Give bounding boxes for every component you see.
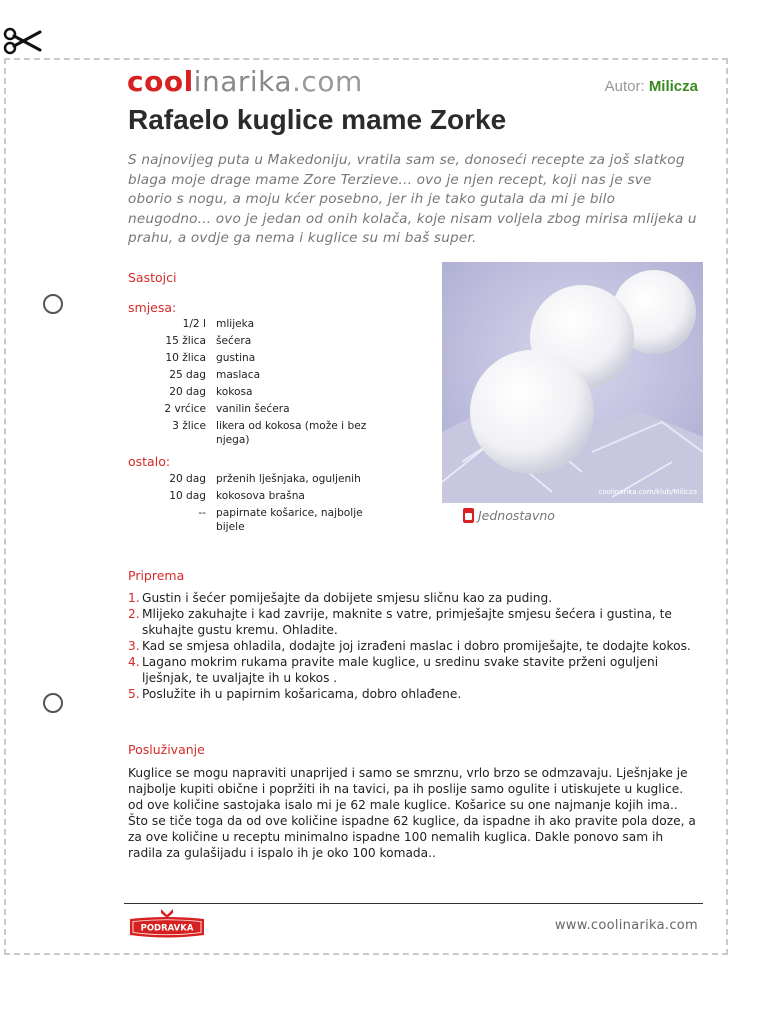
step-item [128,638,698,654]
scissors-icon [2,24,42,58]
coolinarika-logo[interactable]: coolinarika.com [127,65,363,98]
ingredient-name: gustina [216,352,256,364]
ingredient-row [128,317,388,331]
ingredient-qty: 15 žlica [165,335,206,347]
brand-name: PODRAVKA [140,923,194,934]
podravka-logo[interactable] [127,907,207,941]
difficulty-label: Jednostavno [478,508,555,523]
step-item [128,590,698,606]
ingredient-qty: 10 žlica [165,352,206,364]
ingredient-name: maslaca [216,369,261,381]
ingredient-name: kokosa [216,386,253,398]
footer-divider [124,903,703,904]
ingredient-name: likera od kokosa (može i bez njega) [216,420,367,446]
author-name[interactable]: Milicza [648,78,698,95]
ingredient-name: prženih lješnjaka, oguljenih [216,473,361,485]
ingredient-qty: 2 vrćice [164,403,206,415]
ingredient-row [128,351,388,365]
ingredient-qty: 1/2 l [182,318,206,330]
punch-hole-icon [43,693,63,713]
ingredients-heading: Sastojci [128,270,177,285]
ingredient-name: vanilin šećera [216,403,290,415]
ingredient-group-title: smjesa: [128,300,177,315]
preparation-steps [128,590,698,702]
punch-hole-icon [43,294,63,314]
ingredient-row [128,368,388,382]
serving-text: Kuglice se mogu napraviti unaprijed i samo se smrznu, vrlo brzo se odmzavaju. Lješnjake je najbolje kupiti obične i popržiti ih na tavici, pa ih poslije samo ogulite i utiskujete u kuglice. od ove količine sastojaka isalo mi je 62 male kuglice. Košarice su one najmanje kojih ima.. Što se tiče toga da od ove količine ispadne 62 kuglice, da ispadne ih ako pravite pola doze, a za ove količine u receptu minimalno ispadne 100 nemalih kuglica. Dakle ponovo sam ih radila za gulašijadu i ispalo ih je oko 100 komada.. [128,766,696,860]
ingredient-row [128,402,388,416]
chef-hat-icon [463,508,474,523]
step-text: Lagano mokrim rukama pravite male kuglice, u sredinu svake stavite prženi oguljeni lješnjak, te uvaljajte ih u kokos . [142,655,659,685]
website-link[interactable]: www.coolinarika.com [554,918,698,933]
ingredient-qty: 3 žlice [172,420,206,432]
preparation-heading: Priprema [128,568,185,583]
ingredient-qty: 25 dag [169,369,206,381]
recipe-title: Rafaelo kuglice mame Zorke [128,104,507,135]
step-text: Gustin i šećer pomiješajte da dobijete smjesu sličnu kao za puding. [142,591,553,605]
ingredient-name: kokosova brašna [216,490,305,502]
ingredient-list-smjesa [128,317,388,450]
ingredient-name: šećera [216,335,252,347]
step-number: 5. [128,687,140,701]
step-text: Poslužite ih u papirnim košaricama, dobro ohlađene. [142,687,462,701]
ingredient-row [128,472,388,486]
ingredient-qty: -- [198,507,206,519]
serving-heading: Posluživanje [128,742,205,757]
ingredient-name: mlijeka [216,318,255,330]
ingredient-name: papirnate košarice, najbolje bijele [216,507,363,533]
ingredient-row [128,334,388,348]
photo-watermark: coolinarika.com/klub/Milicza [598,488,697,496]
step-number: 2. [128,607,140,621]
ingredient-qty: 10 dag [169,490,206,502]
recipe-photo [442,262,703,503]
step-text: Mlijeko zakuhajte i kad zavrije, maknite s vatre, primješajte smjesu šećera i gustina, te skuhajte gustu kremu. Ohladite. [142,607,672,637]
step-item [128,606,698,638]
difficulty-badge [463,508,555,523]
author-label: Autor: [604,78,645,95]
ingredient-list-ostalo [128,472,388,537]
coconut-balls-image [442,262,703,503]
step-number: 1. [128,591,140,605]
step-number: 3. [128,639,140,653]
step-item [128,654,698,686]
ingredient-qty: 20 dag [169,473,206,485]
step-number: 4. [128,655,140,669]
step-item [128,686,698,702]
recipe-intro: S najnovijeg puta u Makedoniju, vratila sam se, donoseći recepte za još slatkog blaga moje drage mame Zore Terzieve... ovo je njen recept, koji nas je sve oborio s nogu, a moju kćer posebno, jer ih je tako gutala da mi je bilo neugodno... ovo je jedan od onih kolača, koje nisam voljela zbog mirisa mlijeka u prahu, a ovdje ga nema i kuglice su mi baš super. [128,152,697,247]
ingredient-qty: 20 dag [169,386,206,398]
ingredient-row [128,489,388,503]
ingredient-row [128,385,388,399]
author-info [605,78,698,95]
ingredient-group-title: ostalo: [128,454,171,469]
ingredient-row [128,506,388,534]
ingredient-row [128,419,388,447]
step-text: Kad se smjesa ohladila, dodajte joj izrađeni maslac i dobro promiješajte, te dodajte kokos. [142,639,691,653]
